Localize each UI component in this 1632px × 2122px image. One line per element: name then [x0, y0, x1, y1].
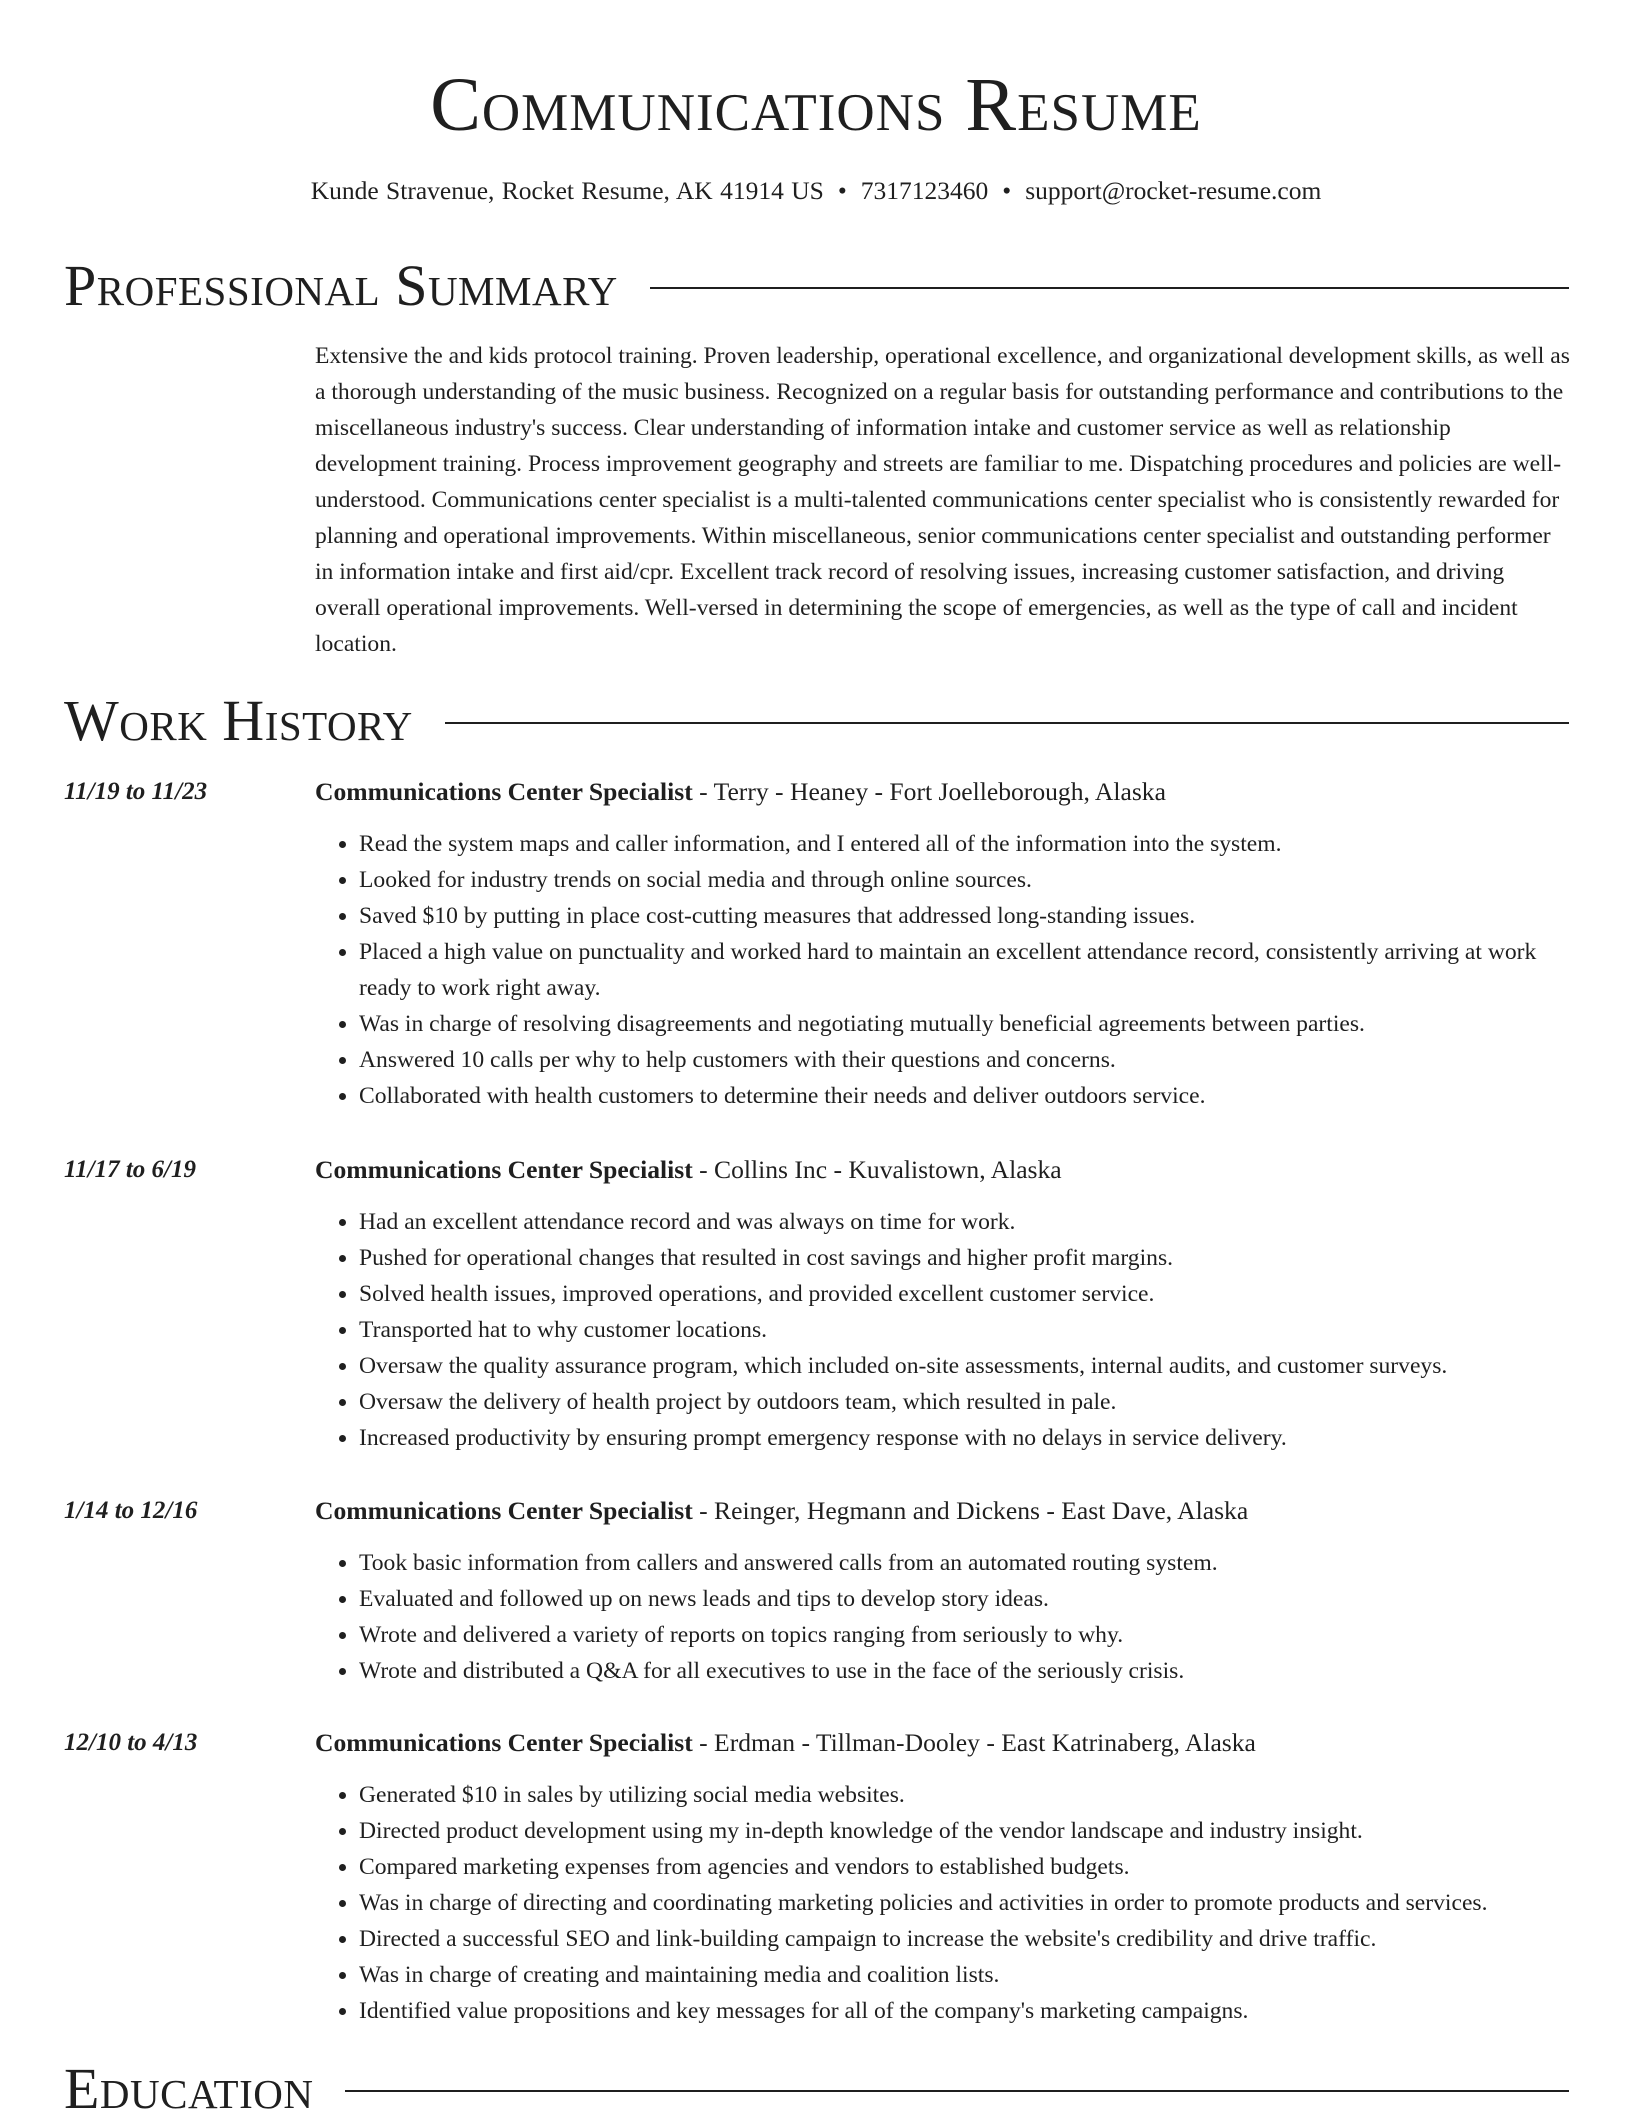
job-headline — [315, 1152, 1571, 1188]
job-bullet: • Took basic information from callers and answered calls from an automated routing system. — [359, 1545, 1571, 1581]
job-bullet: • Was in charge of directing and coordinating marketing policies and activities in order to promote products and services. — [359, 1885, 1571, 1921]
job-bullets — [315, 1777, 1571, 2029]
job-role: Communications Center Specialist — [315, 1496, 693, 1525]
section-divider — [445, 722, 1569, 724]
job-details: - Terry - Heaney - Fort Joelleborough, Alaska — [692, 777, 1166, 806]
contact-address: Kunde Stravenue, Rocket Resume, AK 41914 US — [310, 176, 824, 205]
job-bullet: • Pushed for operational changes that resulted in cost savings and higher profit margins. — [359, 1240, 1571, 1276]
summary-text: Extensive the and kids protocol training. Proven leadership, operational excellence, and organizational development skills, as well as a thorough understanding of the music business. Recognized on a regular basis for outstanding performance and contributions to the miscellaneous industry's success. Clear understanding of information intake and customer service as well as relationship development training. Process improvement geography and streets are familiar to me. Dispatching procedures and policies are well-understood. Communications center specialist is a multi-talented communications center specialist who is consistently rewarded for planning and operational improvements. Within miscellaneous, senior communications center specialist and outstanding performer in information intake and first aid/cpr. Excellent track record of resolving issues, increasing customer satisfaction, and driving overall operational improvements. Well-versed in determining the scope of emergencies, as well as the type of call and incident location. — [315, 343, 1570, 657]
job-bullet: • Directed product development using my in-depth knowledge of the vendor landscape and industry insight. — [359, 1813, 1571, 1849]
job-details: - Reinger, Hegmann and Dickens - East Dave, Alaska — [692, 1496, 1249, 1525]
job-bullet: • Saved $10 by putting in place cost-cutting measures that addressed long-standing issues. — [359, 898, 1571, 934]
resume-title: Communications Resume — [430, 63, 1202, 147]
job-dates: 11/19 to 11/23 — [64, 778, 208, 805]
job-bullet: • Was in charge of resolving disagreements and negotiating mutually beneficial agreements between parties. — [359, 1006, 1571, 1042]
job-bullets — [315, 1204, 1571, 1456]
job-bullet: • Generated $10 in sales by utilizing social media websites. — [359, 1777, 1571, 1813]
job-dates: 11/17 to 6/19 — [64, 1156, 196, 1183]
job-bullet: • Oversaw the delivery of health project by outdoors team, which resulted in pale. — [359, 1384, 1571, 1420]
job-bullet: • Increased productivity by ensuring prompt emergency response with no delays in service delivery. — [359, 1420, 1571, 1456]
job-role: Communications Center Specialist — [315, 1728, 693, 1757]
section-professional-summary — [64, 253, 1569, 319]
section-title-work: Work History — [64, 688, 413, 753]
job-headline — [315, 1725, 1571, 1761]
job-details: - Collins Inc - Kuvalistown, Alaska — [692, 1155, 1062, 1184]
contact-separator: • — [837, 176, 847, 205]
job-bullet: • Evaluated and followed up on news leads and tips to develop story ideas. — [359, 1581, 1571, 1617]
job-headline — [315, 1493, 1571, 1529]
job-bullet: • Oversaw the quality assurance program, which included on-site assessments, internal audits, and customer surveys. — [359, 1348, 1571, 1384]
job-bullet: • Wrote and distributed a Q&A for all executives to use in the face of the seriously crisis. — [359, 1653, 1571, 1689]
job-bullet: • Placed a high value on punctuality and worked hard to maintain an excellent attendance record, consistently arriving at work ready to work right away. — [359, 934, 1571, 1006]
job-bullets — [315, 826, 1571, 1114]
job-role: Communications Center Specialist — [315, 1155, 693, 1184]
job-role: Communications Center Specialist — [315, 777, 693, 806]
section-title-summary: Professional Summary — [64, 253, 618, 318]
contact-separator: • — [1002, 176, 1012, 205]
job-bullets — [315, 1545, 1571, 1689]
contact-line — [0, 174, 1632, 208]
section-work-history — [64, 688, 1569, 754]
job-bullet: • Had an excellent attendance record and was always on time for work. — [359, 1204, 1571, 1240]
section-title-education: Education — [64, 2056, 314, 2121]
job-bullet: • Collaborated with health customers to determine their needs and deliver outdoors service. — [359, 1078, 1571, 1114]
job-bullet: • Transported hat to why customer locations. — [359, 1312, 1571, 1348]
job-bullet: • Read the system maps and caller information, and I entered all of the information into the system. — [359, 826, 1571, 862]
job-bullet: • Directed a successful SEO and link-building campaign to increase the website's credibility and drive traffic. — [359, 1921, 1571, 1957]
job-headline — [315, 774, 1571, 810]
job-bullet: • Looked for industry trends on social media and through online sources. — [359, 862, 1571, 898]
job-dates: 1/14 to 12/16 — [64, 1497, 198, 1524]
job-dates: 12/10 to 4/13 — [64, 1729, 198, 1756]
section-education — [64, 2056, 1569, 2122]
job-details: - Erdman - Tillman-Dooley - East Katrinaberg, Alaska — [692, 1728, 1256, 1757]
section-divider — [650, 287, 1569, 289]
job-bullet: • Was in charge of creating and maintaining media and coalition lists. — [359, 1957, 1571, 1993]
job-bullet: • Wrote and delivered a variety of reports on topics ranging from seriously to why. — [359, 1617, 1571, 1653]
section-divider — [345, 2090, 1569, 2092]
job-bullet: • Answered 10 calls per why to help customers with their questions and concerns. — [359, 1042, 1571, 1078]
job-bullet: • Identified value propositions and key messages for all of the company's marketing campaigns. — [359, 1993, 1571, 2029]
job-bullet: • Compared marketing expenses from agencies and vendors to established budgets. — [359, 1849, 1571, 1885]
contact-email[interactable]: support@rocket-resume.com — [1025, 176, 1322, 205]
job-bullet: • Solved health issues, improved operations, and provided excellent customer service. — [359, 1276, 1571, 1312]
contact-phone: 7317123460 — [860, 176, 989, 205]
